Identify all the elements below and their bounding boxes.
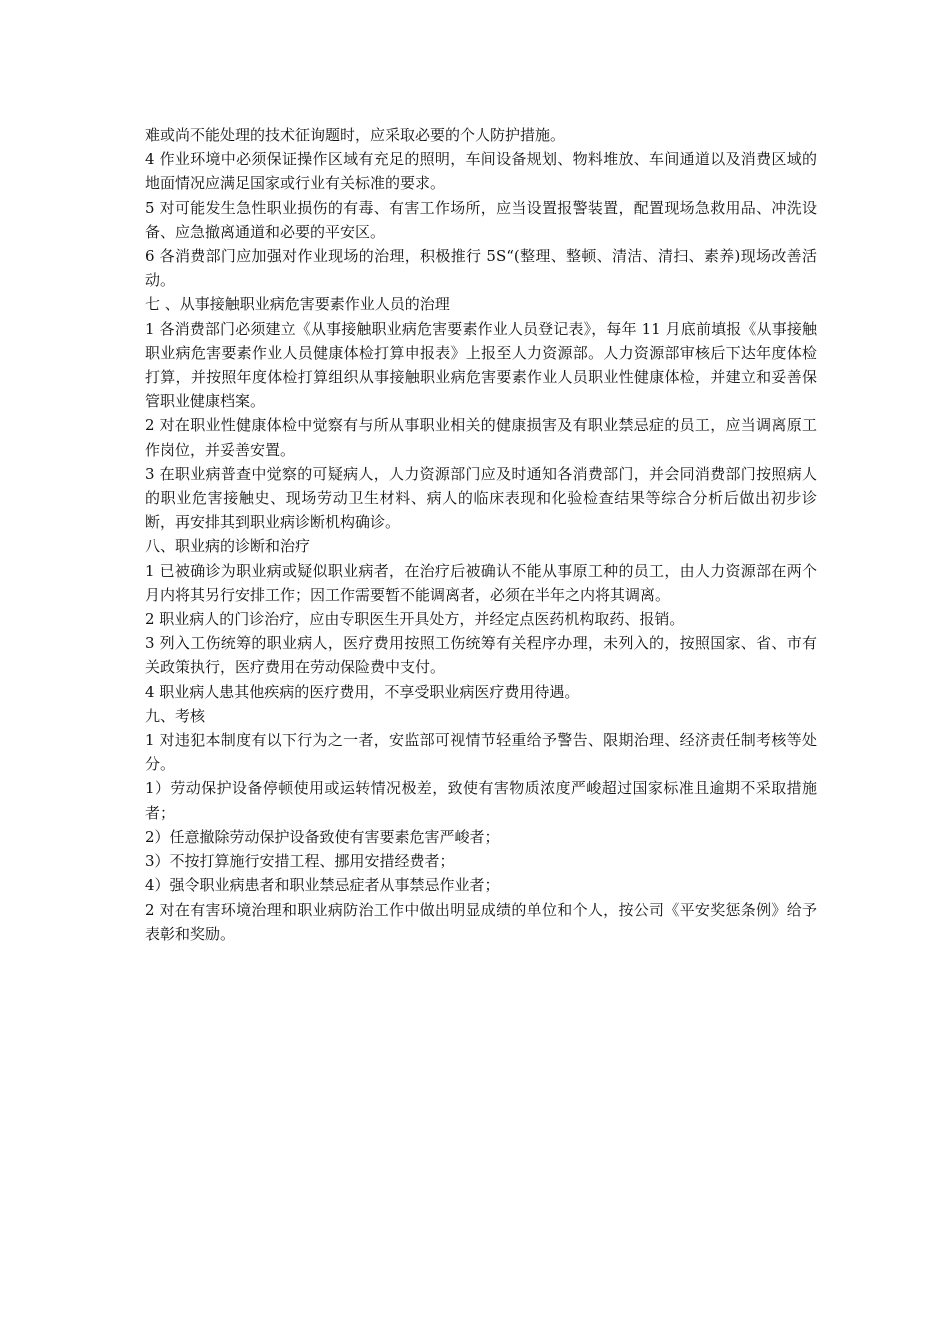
- paragraph-rewards: 2 对在有害环境治理和职业病防治工作中做出明显成绩的单位和个人，按公司《平安奖惩条例》给予表彰和奖励。: [145, 900, 817, 943]
- section-heading-8: 八、职业病的诊断和治疗: [145, 537, 311, 556]
- document-body: [145, 123, 817, 946]
- list-item-violation-2: 2）任意撤除劳动保护设备致使有害要素危害严峻者；: [145, 827, 500, 846]
- list-item-violation-3: 3）不按打算施行安措工程、挪用安措经费者；: [145, 852, 455, 871]
- paragraph-violations: 1 对违犯本制度有以下行为之一者，安监部可视情节轻重给予警告、限期治理、经济责任制考核等处分。: [145, 731, 817, 774]
- paragraph-suspected-patients: 3 在职业病普查中觉察的可疑病人，人力资源部门应及时通知各消费部门，并会同消费部门按照病人的职业危害接触史、现场劳动卫生材料、病人的临床表现和化验检查结果等综合分析后做出初步诊断，再安排其到职业病诊断机构确诊。: [145, 464, 817, 532]
- section-heading-7: 七 、从事接触职业病危害要素作业人员的治理: [145, 295, 450, 314]
- paragraph-5s: 6 各消费部门应加强对作业现场的治理，积极推行 5S“(整理、整顿、清洁、清扫、素养)现场改善活动。: [145, 247, 817, 290]
- paragraph-injury-insurance: 3 列入工伤统筹的职业病人，医疗费用按照工伤统筹有关程序办理，未列入的，按照国家、省、市有关政策执行，医疗费用在劳动保险费中支付。: [145, 634, 817, 677]
- paragraph-other-diseases: 4 职业病人患其他疾病的医疗费用，不享受职业病医疗费用待遇。: [145, 682, 580, 701]
- paragraph-registration: 1 各消费部门必须建立《从事接触职业病危害要素作业人员登记表》，每年 11 月底前填报《从事接触职业病危害要素作业人员健康体检打算申报表》上报至人力资源部。人力资源部审核后下达年度体检打算，并按照年度体检打算组织从事接触职业病危害要素作业人员职业性健康体检，并建立和妥善保管职业健康档案。: [145, 319, 817, 411]
- paragraph-alarm-devices: 5 对可能发生急性职业损伤的有毒、有害工作场所，应当设置报警装置，配置现场急救用品、冲洗设备、应急撤离通道和必要的平安区。: [145, 198, 817, 241]
- paragraph-reassignment: 1 已被确诊为职业病或疑似职业病者，在治疗后被确认不能从事原工种的员工，由人力资源部在两个月内将其另行安排工作；因工作需要暂不能调离者，必须在半年之内将其调离。: [145, 561, 817, 604]
- paragraph-protection-measures: 难或尚不能处理的技术征询题时，应采取必要的个人防护措施。: [145, 126, 566, 144]
- paragraph-health-damage: 2 对在职业性健康体检中觉察有与所从事职业相关的健康损害及有职业禁忌症的员工，应当调离原工作岗位，并妥善安置。: [145, 416, 817, 459]
- paragraph-outpatient: 2 职业病人的门诊治疗，应由专职医生开具处方，并经定点医药机构取药、报销。: [145, 610, 685, 629]
- list-item-violation-1: 1）劳动保护设备停顿使用或运转情况极差，致使有害物质浓度严峻超过国家标准且逾期不采取措施者；: [145, 779, 817, 822]
- paragraph-lighting: 4 作业环境中必须保证操作区域有充足的照明，车间设备规划、物料堆放、车间通道以及消费区域的地面情况应满足国家或行业有关标准的要求。: [145, 150, 817, 193]
- list-item-violation-4: 4）强令职业病患者和职业禁忌症者从事禁忌作业者；: [145, 876, 500, 895]
- section-heading-9: 九、考核: [145, 706, 206, 725]
